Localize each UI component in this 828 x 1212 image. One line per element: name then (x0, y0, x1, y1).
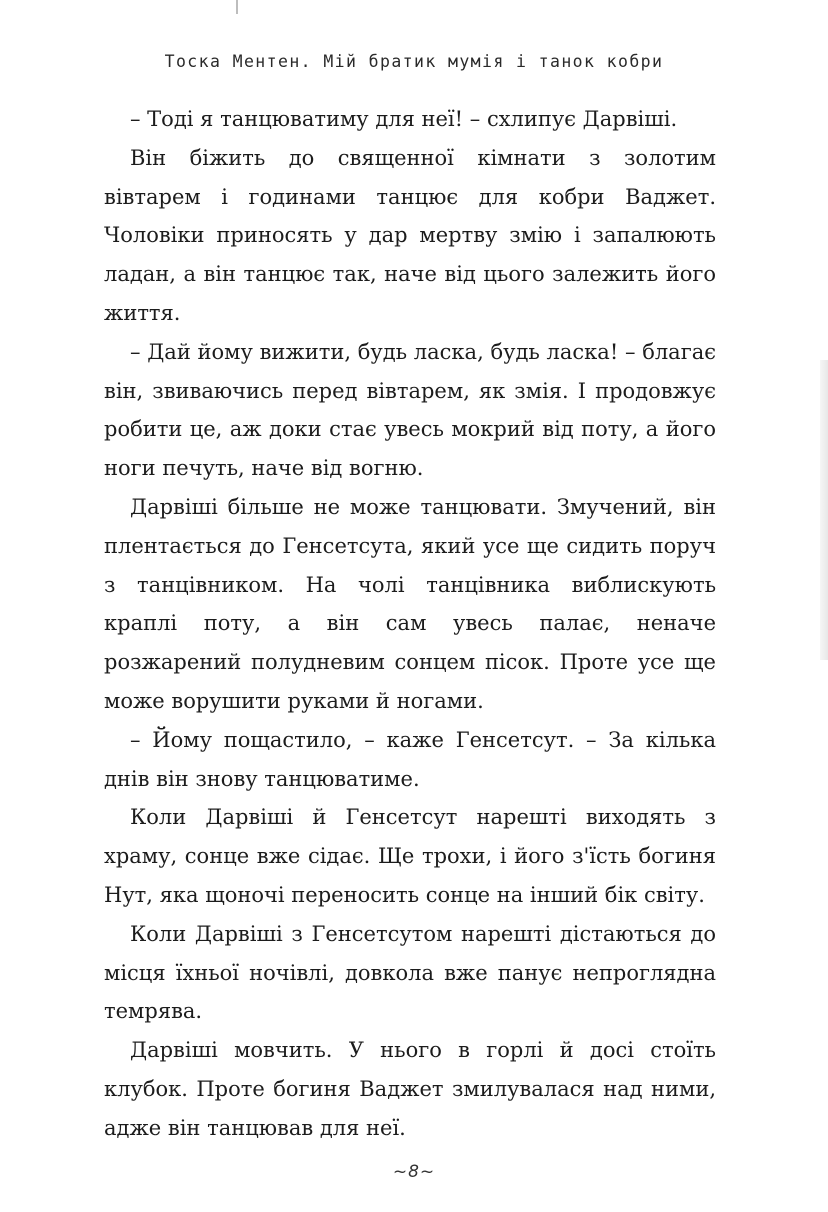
paragraph: Коли Дарвіші з Генсетсутом нарешті дістаються до місця їхньої ночівлі, довкола вже панує непроглядна темрява. (104, 921, 716, 1024)
paragraph: – Йому пощастило, – каже Генсетсут. – За кілька днів він знову танцюватиме. (104, 727, 716, 791)
paragraph: – Дай йому вижити, будь ласка, будь ласка! – благає він, звиваючись перед вівтарем, як змія. І продовжує робити це, аж доки стає увесь мокрий від поту, а його ноги печуть, наче від вогню. (104, 339, 716, 481)
top-edge-mark (236, 0, 238, 14)
paragraph: Дарвіші мовчить. У нього в горлі й досі стоїть клубок. Проте богиня Ваджет змилувалася над ними, адже він танцював для неї. (104, 1038, 716, 1140)
body-text (104, 100, 716, 1148)
page-edge-shadow (820, 360, 828, 660)
running-header: Тоска Ментен. Мій братик мумія і танок кобри (164, 52, 664, 71)
paragraph: Дарвіші більше не може танцювати. Змучений, він плентається до Генсетсута, який усе ще сидить поруч з танцівником. На чолі танцівника виблискують краплі поту, а він сам увесь палає, неначе розжарений полудневим сонцем пісок. Проте усе ще може ворушити руками й ногами. (104, 494, 716, 713)
paragraph: Коли Дарвіші й Генсетсут нарешті виходять з храму, сонце вже сідає. Ще трохи, і його з'їсть богиня Нут, яка щоночі переносить сонце на інший бік світу. (104, 805, 716, 907)
page-number: ~8~ (392, 1162, 436, 1182)
paragraph: – Тоді я танцюватиму для неї! – схлипує Дарвіші. (130, 107, 678, 131)
paragraph: Він біжить до священної кімнати з золотим вівтарем і годинами танцює для кобри Ваджет. Чоловіки приносять у дар мертву змію і запалюють ладан, а він танцює так, наче від цього залежить його життя. (104, 145, 716, 325)
